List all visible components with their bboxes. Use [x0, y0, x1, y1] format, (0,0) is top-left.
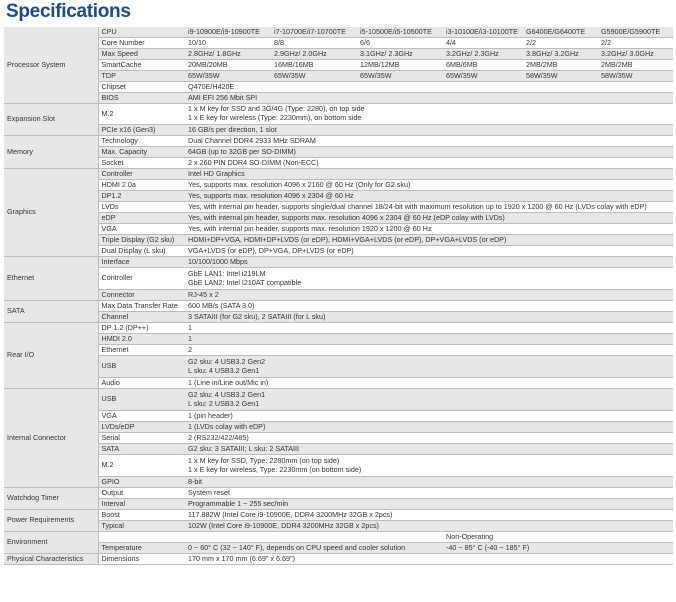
table-row: [4, 169, 673, 180]
table-row: [4, 224, 673, 235]
row-label: eDP: [98, 213, 185, 224]
cell-value: 2 (RS232/422/485): [185, 433, 673, 444]
line: L sku: 2 USB3.2 Gen1: [188, 398, 260, 408]
cell-value: 65W/35W: [443, 71, 523, 82]
cell-value: Yes, with internal pin header, supports single/dual channel 18/24-bit with maximum resolution up to 1920 x 1200 @ 60 Hz (LVDs colay with eDP): [185, 202, 673, 213]
row-label: Chipset: [98, 82, 185, 93]
cell-value: 2/2: [598, 38, 673, 49]
page-title: Specifications: [6, 1, 131, 22]
row-label: HDMI 2.0a: [98, 180, 185, 191]
cell-value: HDMI+DP+VGA, HDMI+DP+LVDS (or eDP), HDMI+VGA+LVDS (or eDP), DP+VGA+LVDS (or eDP): [185, 235, 673, 246]
row-label: Boost: [98, 510, 185, 521]
cell-value: Yes, with internal pin header, supports max. resolution 4096 x 2304 @ 60 Hz (eDP colay with LVDs): [185, 213, 673, 224]
cell-value: -40 ~ 85° C (-40 ~ 185° F): [443, 543, 673, 554]
cell-value: System reset: [185, 488, 673, 499]
table-row: [4, 422, 673, 433]
row-label: Serial: [98, 433, 185, 444]
cell-value: 16MB/16MB: [271, 60, 357, 71]
section-environment: Environment: [4, 532, 98, 554]
cell-value: AMI EFI 256 Mbit SPI: [185, 93, 673, 104]
table-row: [4, 104, 673, 125]
row-label: Audio: [98, 378, 185, 389]
cell-value: 20MB/20MB: [185, 60, 271, 71]
table-row: [4, 49, 673, 60]
table-row: [4, 147, 673, 158]
table-row: [4, 235, 673, 246]
cell-value: 8-bit: [185, 477, 673, 488]
cell-value: 3 SATAIII (for G2 sku), 2 SATAIII (for L sku): [185, 312, 673, 323]
cell-value: [185, 389, 673, 411]
cell-value: RJ-45 x 2: [185, 290, 673, 301]
line: 1 x E key for wireless, Type: 2230mm (on bottom side): [188, 464, 362, 474]
line: G2 sku: 4 USB3.2 Gen1: [188, 389, 266, 399]
table-row: [4, 554, 673, 565]
table-row: [4, 334, 673, 345]
cpu-value: i3-10100E/i3-10100TE: [443, 27, 523, 38]
table-row: [4, 202, 673, 213]
section-rear-io: Rear I/O: [4, 323, 98, 389]
cell-value: 3.2GHz/ 2.3GHz: [443, 49, 523, 60]
cell-value: 1: [185, 323, 673, 334]
cell-value: 8/8: [271, 38, 357, 49]
line: GbE LAN2: Intel I210AT compatible: [188, 277, 302, 287]
cpu-value: G6400E/G6400TE: [523, 27, 598, 38]
row-label: HMDI 2.0: [98, 334, 185, 345]
table-row: [4, 411, 673, 422]
cell-value: 3.8GHz/ 3.2GHz: [523, 49, 598, 60]
cell-value: 1 (pin header): [185, 411, 673, 422]
table-row: [4, 455, 673, 477]
row-label: DP 1.2 (DP++): [98, 323, 185, 334]
row-label: Channel: [98, 312, 185, 323]
table-row: [4, 345, 673, 356]
section-physical-characteristics: Physical Characteristics: [4, 554, 98, 565]
cell-value: 10/10: [185, 38, 271, 49]
cell-value: Yes, supports max. resolution 4096 x 2304 @ 60 Hz: [185, 191, 673, 202]
cell-value: 0 ~ 60° C (32 ~ 140° F), depends on CPU speed and cooler solution: [185, 543, 443, 554]
section-graphics: Graphics: [4, 169, 98, 257]
cpu-value: i9-10900E/i9-10900TE: [185, 27, 271, 38]
table-row: [4, 378, 673, 389]
row-label: Core Number: [98, 38, 185, 49]
section-internal-connector: Internal Connector: [4, 389, 98, 488]
cell-value: 6MB/6MB: [443, 60, 523, 71]
table-row: [4, 323, 673, 334]
line: 1 x M key for SSD and 3G/4G (Type: 2280), on top side: [188, 104, 365, 114]
table-row: [4, 180, 673, 191]
table-row: [4, 389, 673, 411]
section-watchdog-timer: Watchdog Timer: [4, 488, 98, 510]
table-row: [4, 246, 673, 257]
cell-value: 2.8GHz/ 1.8GHz: [185, 49, 271, 60]
table-row: [4, 136, 673, 147]
cell-value: 3.1GHz/ 2.3GHz: [357, 49, 443, 60]
section-expansion-slot: Expansion Slot: [4, 104, 98, 136]
row-label: Dual Display (L sku): [98, 246, 185, 257]
cell-value: Yes, supports max. resolution 4096 x 2160 @ 60 Hz (Only for G2 sku): [185, 180, 673, 191]
table-row: [4, 433, 673, 444]
line: GbE LAN1: Intel i219LM: [188, 268, 266, 278]
cpu-value: i7-10700E/i7-10700TE: [271, 27, 357, 38]
table-row: [4, 82, 673, 93]
cpu-value: i5-10500E/i5-10500TE: [357, 27, 443, 38]
row-label: Typical: [98, 521, 185, 532]
cell-value: 102W (Intel Core i9-10900E, DDR4 3200MHz 32GB x 2pcs): [185, 521, 673, 532]
table-row: [4, 356, 673, 378]
table-row: [4, 290, 673, 301]
line: 1 x E key for wireless (Type: 2230mm), on bottom side: [188, 113, 362, 122]
row-label: Max Speed: [98, 49, 185, 60]
cell-value: 12MB/12MB: [357, 60, 443, 71]
row-label: Output: [98, 488, 185, 499]
row-label: Dimensions: [98, 554, 185, 565]
row-label: CPU: [98, 27, 185, 38]
row-label: SmartCache: [98, 60, 185, 71]
table-row: [4, 38, 673, 49]
row-label: Max. Capacity: [98, 147, 185, 158]
cell-value: 4/4: [443, 38, 523, 49]
table-row: [4, 60, 673, 71]
non-operating-header: Non-Operating: [443, 532, 673, 543]
table-row: [4, 521, 673, 532]
table-row: [4, 477, 673, 488]
cell-value: [185, 356, 673, 378]
row-label: Technology: [98, 136, 185, 147]
row-label: M.2: [98, 104, 185, 125]
table-row: [4, 27, 673, 38]
table-row: [4, 71, 673, 82]
cell-value: Intel HD Graphics: [185, 169, 673, 180]
row-label: Socket: [98, 158, 185, 169]
table-row: [4, 532, 673, 543]
cell-value: 65W/35W: [185, 71, 271, 82]
cell-value: 2: [185, 345, 673, 356]
cell-value: 1 (Line in/Line out/Mic in): [185, 378, 673, 389]
cell-value: 1: [185, 334, 673, 345]
cell-value: Yes, with internal pin header, supports max. resolution 1920 x 1200 @ 60 Hz: [185, 224, 673, 235]
row-label: LVDs: [98, 202, 185, 213]
table-row: [4, 444, 673, 455]
cell-value: 6/6: [357, 38, 443, 49]
cell-value: 10/100/1000 Mbps: [185, 257, 673, 268]
table-row: [4, 312, 673, 323]
cell-value: Dual Channel DDR4 2933 MHz SDRAM: [185, 136, 673, 147]
cell-value: 170 mm x 170 mm (6.69" x 6.69"): [185, 554, 673, 565]
section-power-requirements: Power Requirements: [4, 510, 98, 532]
cell-value: 64GB (up to 32GB per SO-DIMM): [185, 147, 673, 158]
table-row: [4, 257, 673, 268]
table-row: [4, 499, 673, 510]
section-ethernet: Ethernet: [4, 257, 98, 301]
row-label: Ethernet: [98, 345, 185, 356]
row-label: PCIe x16 (Gen3): [98, 125, 185, 136]
cell-value: 16 GB/s per direction, 1 slot: [185, 125, 673, 136]
line: L sku: 4 USB3.2 Gen1: [188, 365, 260, 375]
table-row: [4, 191, 673, 202]
cell-value: Programmable 1 ~ 255 sec/min: [185, 499, 673, 510]
cell-value: 2.9GHz/ 2.0GHz: [271, 49, 357, 60]
cell-value: [185, 455, 673, 477]
cell-value: 117.882W (Intel Core i9-10900E, DDR4 3200MHz 32GB x 2pcs): [185, 510, 673, 521]
table-row: [4, 125, 673, 136]
row-label: VGA: [98, 411, 185, 422]
cell-value: 2 x 260 PIN DDR4 SO-DIMM (Non-ECC): [185, 158, 673, 169]
table-row: [4, 93, 673, 104]
row-label: SATA: [98, 444, 185, 455]
cell-value: 65W/35W: [271, 71, 357, 82]
specifications-table: [4, 27, 673, 565]
table-row: [4, 158, 673, 169]
cell-value: VGA+LVDS (or eDP), DP+VGA, DP+LVDS (or eDP): [185, 246, 673, 257]
row-label: M.2: [98, 455, 185, 477]
row-label: Max Data Transfer Rate: [98, 301, 185, 312]
row-label: BIOS: [98, 93, 185, 104]
cell-value: G2 sku: 3 SATAIII; L sku: 2 SATAIII: [185, 444, 673, 455]
section-processor-system: Processor System: [4, 27, 98, 104]
row-label: VGA: [98, 224, 185, 235]
row-label: Interface: [98, 257, 185, 268]
cpu-value: G5900E/G5900TE: [598, 27, 673, 38]
line: 1 x M key for SSD, Type: 2280mm (on top side): [188, 455, 340, 465]
row-label: USB: [98, 356, 185, 378]
cell-value: 65W/35W: [357, 71, 443, 82]
table-row: [4, 213, 673, 224]
table-row: [4, 543, 673, 554]
row-label: GPIO: [98, 477, 185, 488]
cell-value: 2MB/2MB: [598, 60, 673, 71]
cell-value: Q470E/H420E: [185, 82, 673, 93]
row-label: Temperature: [98, 543, 185, 554]
cell-value: 58W/35W: [523, 71, 598, 82]
cell-value: [185, 104, 673, 125]
row-label: Connector: [98, 290, 185, 301]
row-label: USB: [98, 389, 185, 411]
table-row: [4, 510, 673, 521]
cell-value: 2/2: [523, 38, 598, 49]
row-label: Triple Display (G2 sku): [98, 235, 185, 246]
line: G2 sku: 4 USB3.2 Gen2: [188, 356, 266, 366]
cell-value: 3.2GHz/ 3.0GHz: [598, 49, 673, 60]
section-memory: Memory: [4, 136, 98, 169]
cell-value: 1 (LVDs colay with eDP): [185, 422, 673, 433]
row-label: DP1.2: [98, 191, 185, 202]
cell-value: 600 MB/s (SATA 3.0): [185, 301, 673, 312]
row-label: Controller: [98, 169, 185, 180]
row-label: LVDs/eDP: [98, 422, 185, 433]
cell-value: [185, 268, 673, 290]
table-row: [4, 488, 673, 499]
cell-value: 58W/35W: [598, 71, 673, 82]
table-row: [4, 301, 673, 312]
row-label: Controller: [98, 268, 185, 290]
cell-value: 2MB/2MB: [523, 60, 598, 71]
row-label: Interval: [98, 499, 185, 510]
section-sata: SATA: [4, 301, 98, 323]
row-label: TDP: [98, 71, 185, 82]
table-row: [4, 268, 673, 290]
